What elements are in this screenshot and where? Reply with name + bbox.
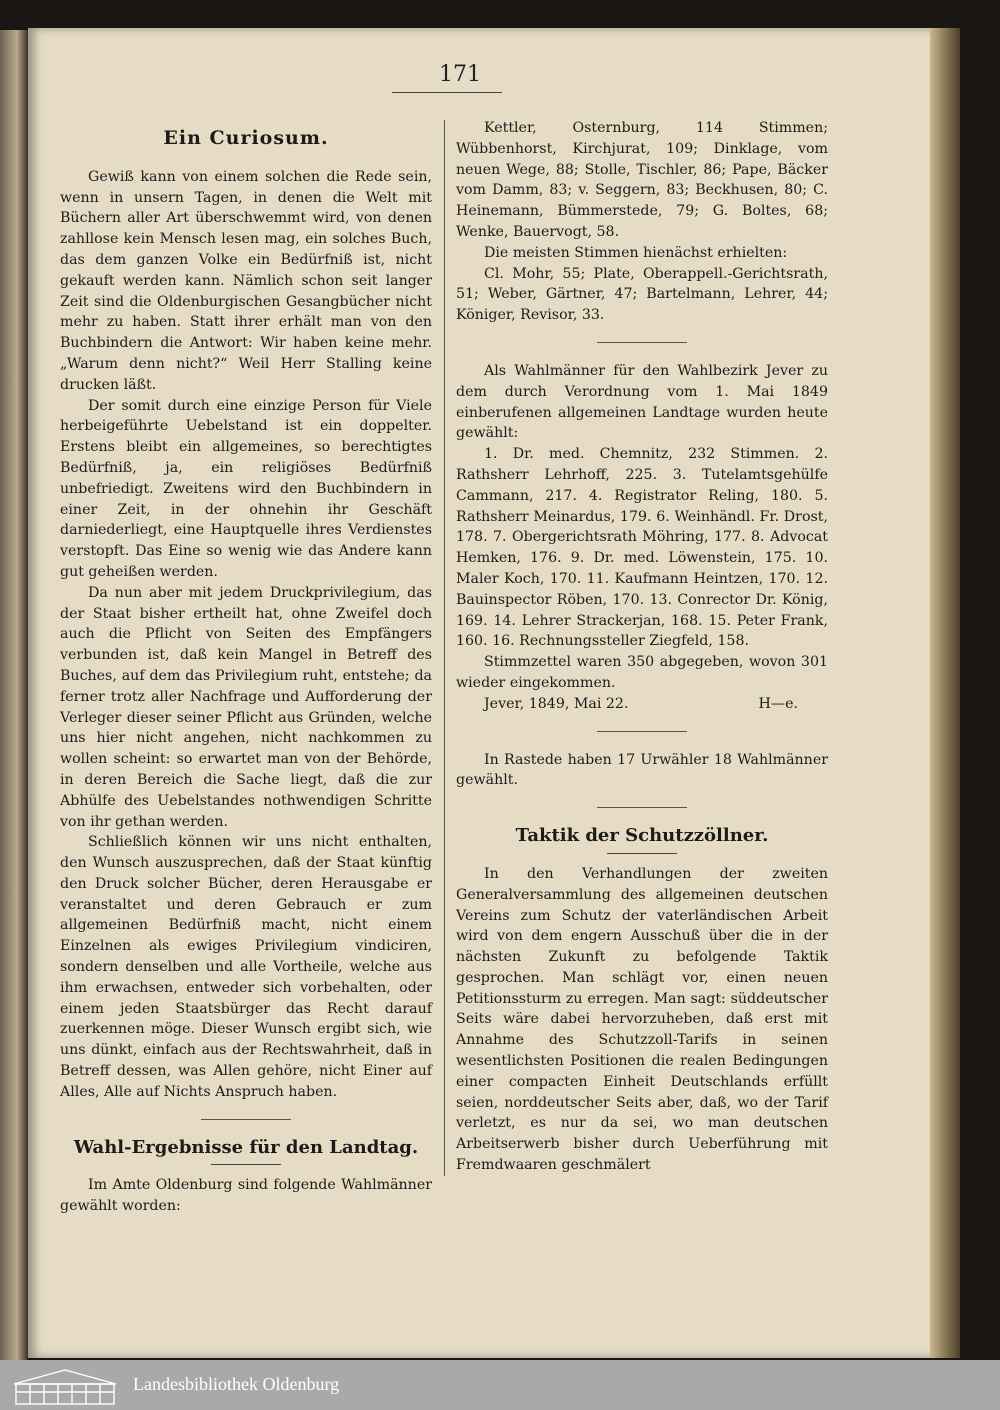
article-paragraph: In den Verhandlungen der zweiten Generalversammlung des allgemeinen deutschen Vereins zum Schutz der vaterländischen Arbeit wird von dem engern Ausschuß über die in der nächsten Zukunft zu befolgende Taktik gesprochen. Man schlägt vor, einen neuen Petitionssturm zu erregen. Man sagt: süddeutscher Seits wäre dabei hervorzuheben, daß erst mit Annahme des Schutzzoll-Tarifs in seinen wesentlichsten Positionen die realen Bedingungen einer compacten Einheit Deutschlands erfüllt seien, norddeutscher Seits aber, daß, wo der Tarif verletzt, es nur da sei, wo man deutschen Arbeitserwerb bisher durch Ueberführung mit Fremdwaaren geschmälert (456, 865, 828, 1174)
article-title-wahl: Wahl-Ergebnisse für den Landtag. (73, 1136, 419, 1158)
left-column (60, 118, 432, 1217)
left-page-edge (0, 30, 28, 1360)
article-title-taktik: Taktik der Schutzzöllner. (515, 825, 769, 847)
article-paragraph: Gewiß kann von einem solchen die Rede sein, wenn in unsern Tagen, in denen die Welt mit Büchern aller Art überschwemmt wird, von denen zahllose kein Mensch lesen mag, ein solches Buch, das dem ganzen Volke ein Bedürfniß ist, nicht gekauft werden kann. Nämlich schon seit langer Zeit sind die Oldenburgischen Gesangbücher nicht mehr zu haben. Statt ihrer erhält man von den Buchbindern die Antwort: Wir haben keine mehr. „Warum denn nicht?“ Weil Herr Stalling keine drucken läßt. (60, 168, 432, 393)
signoff (456, 694, 828, 715)
library-building-icon (10, 1366, 120, 1406)
article-paragraph: In Rastede haben 17 Urwähler 18 Wahlmänner gewählt. (456, 751, 828, 789)
footer-label: Landesbibliothek Oldenburg (133, 1374, 340, 1394)
right-column (456, 118, 828, 1176)
heading-rule (211, 1164, 281, 1165)
section-separator (201, 1119, 291, 1120)
page-edge (930, 28, 960, 1358)
article-paragraph: Der somit durch eine einzige Person für Viele herbeigeführte Uebelstand ist ein doppelter. Erstens bleibt ein allgemeines, so berechtigtes Bedürfniß, ja, ein religiöses Bedürfniß unbefriedigt. Zweitens wird den Buchbindern in einer Zeit, in der ohnehin ihr Geschäft darniederliegt, eine Hauptquelle ihres Verdienstes verstopft. Das Eine so wenig wie das Andere kann gut geheißen werden. (60, 397, 432, 580)
footer-bar (0, 1360, 1000, 1410)
article-paragraph: 1. Dr. med. Chemnitz, 232 Stimmen. 2. Rathsherr Lehrhoff, 225. 3. Tutelamtsgehülfe Cammann, 217. 4. Registrator Reling, 180. 5. Rathsherr Meinardus, 179. 6. Weinhändl. Fr. Drost, 178. 7. Obergerichtsrath Möhring, 177. 8. Advocat Hemken, 176. 9. Dr. med. Löwenstein, 175. 10. Maler Koch, 170. 11. Kaufmann Heintzen, 170. 12. Bauinspector Röben, 170. 13. Conrector Dr. König, 169. 14. Lehrer Strackerjan, 168. 15. Peter Frank, 160. 16. Rechnungssteller Ziegfeld, 158. (456, 446, 828, 650)
article-paragraph: Schließlich können wir uns nicht enthalten, den Wunsch auszusprechen, daß der Staat künftig den Druck solcher Bücher, deren Herausgabe er veranstaltet und deren Gebrauch er zum allgemeinen Bedürfniß macht, nicht einem Einzelnen als ewiges Privilegium vindiciren, sondern denselben und alle Vortheile, welche aus ihm erwachsen, entweder sich vorbehalten, oder einem jeden Staatsbürger das Recht darauf zuerkennen möge. Dieser Wunsch ergibt sich, wie uns dünkt, einfach aus der Rechtswahrheit, daß in Betreff dessen, was Allen gehöre, nicht Einer auf Alles, Alle auf Nichts Anspruch haben. (60, 834, 432, 1100)
heading-rule (607, 853, 677, 854)
section-separator (597, 731, 687, 732)
article-paragraph: Als Wahlmänner für den Wahlbezirk Jever zu dem durch Verordnung vom 1. Mai 1849 einberufenen allgemeinen Landtage wurden heute gewählt: (456, 362, 828, 442)
section-separator (597, 342, 687, 343)
signoff-place: Jever, 1849, Mai 22. (484, 695, 629, 712)
article-paragraph: Da nun aber mit jedem Druckprivilegium, das der Staat bisher ertheilt hat, ohne Zweifel doch auch die Pflicht von Seiten des Empfängers verbunden ist, daß kein Mangel in Betreff des Buches, auf dem das Privilegium ruht, entstehe; da ferner trotz aller Nachfrage und Aufforderung der Verleger dieser seiner Pflicht aus Gründen, welche uns hier nicht angehen, nicht nachkommen zu wollen scheint: so erwartet man von der Behörde, in deren Bereich die Sache liegt, daß die zur Abhülfe des Uebelstandes nothwendigen Schritte von ihr gethan werden. (60, 584, 432, 830)
column-divider (444, 120, 445, 1176)
article-paragraph: Im Amte Oldenburg sind folgende Wahlmänner gewählt worden: (60, 1177, 432, 1215)
signoff-sign: H—e. (758, 695, 798, 712)
section-separator (597, 807, 687, 808)
article-title-curiosum: Ein Curiosum. (163, 127, 329, 149)
article-paragraph: Cl. Mohr, 55; Plate, Oberappell.-Gerichtsrath, 51; Weber, Gärtner, 47; Bartelmann, Lehrer, 44; Königer, Revisor, 33. (456, 265, 828, 324)
page-number: 171 (439, 62, 481, 87)
header-rule (392, 92, 502, 93)
article-paragraph: Die meisten Stimmen hienächst erhielten: (484, 244, 788, 261)
article-paragraph: Stimmzettel waren 350 abgegeben, wovon 301 wieder eingekommen. (456, 654, 828, 691)
article-paragraph: Kettler, Osternburg, 114 Stimmen; Wübbenhorst, Kirchjurat, 109; Dinklage, vom neuen Wege, 88; Stolle, Tischler, 86; Pape, Bäcker vom Damm, 83; v. Seggern, 83; Beckhusen, 80; C. Heinemann, Bümmerstede, 79; G. Boltes, 68; Wenke, Bauervogt, 58. (456, 120, 828, 240)
